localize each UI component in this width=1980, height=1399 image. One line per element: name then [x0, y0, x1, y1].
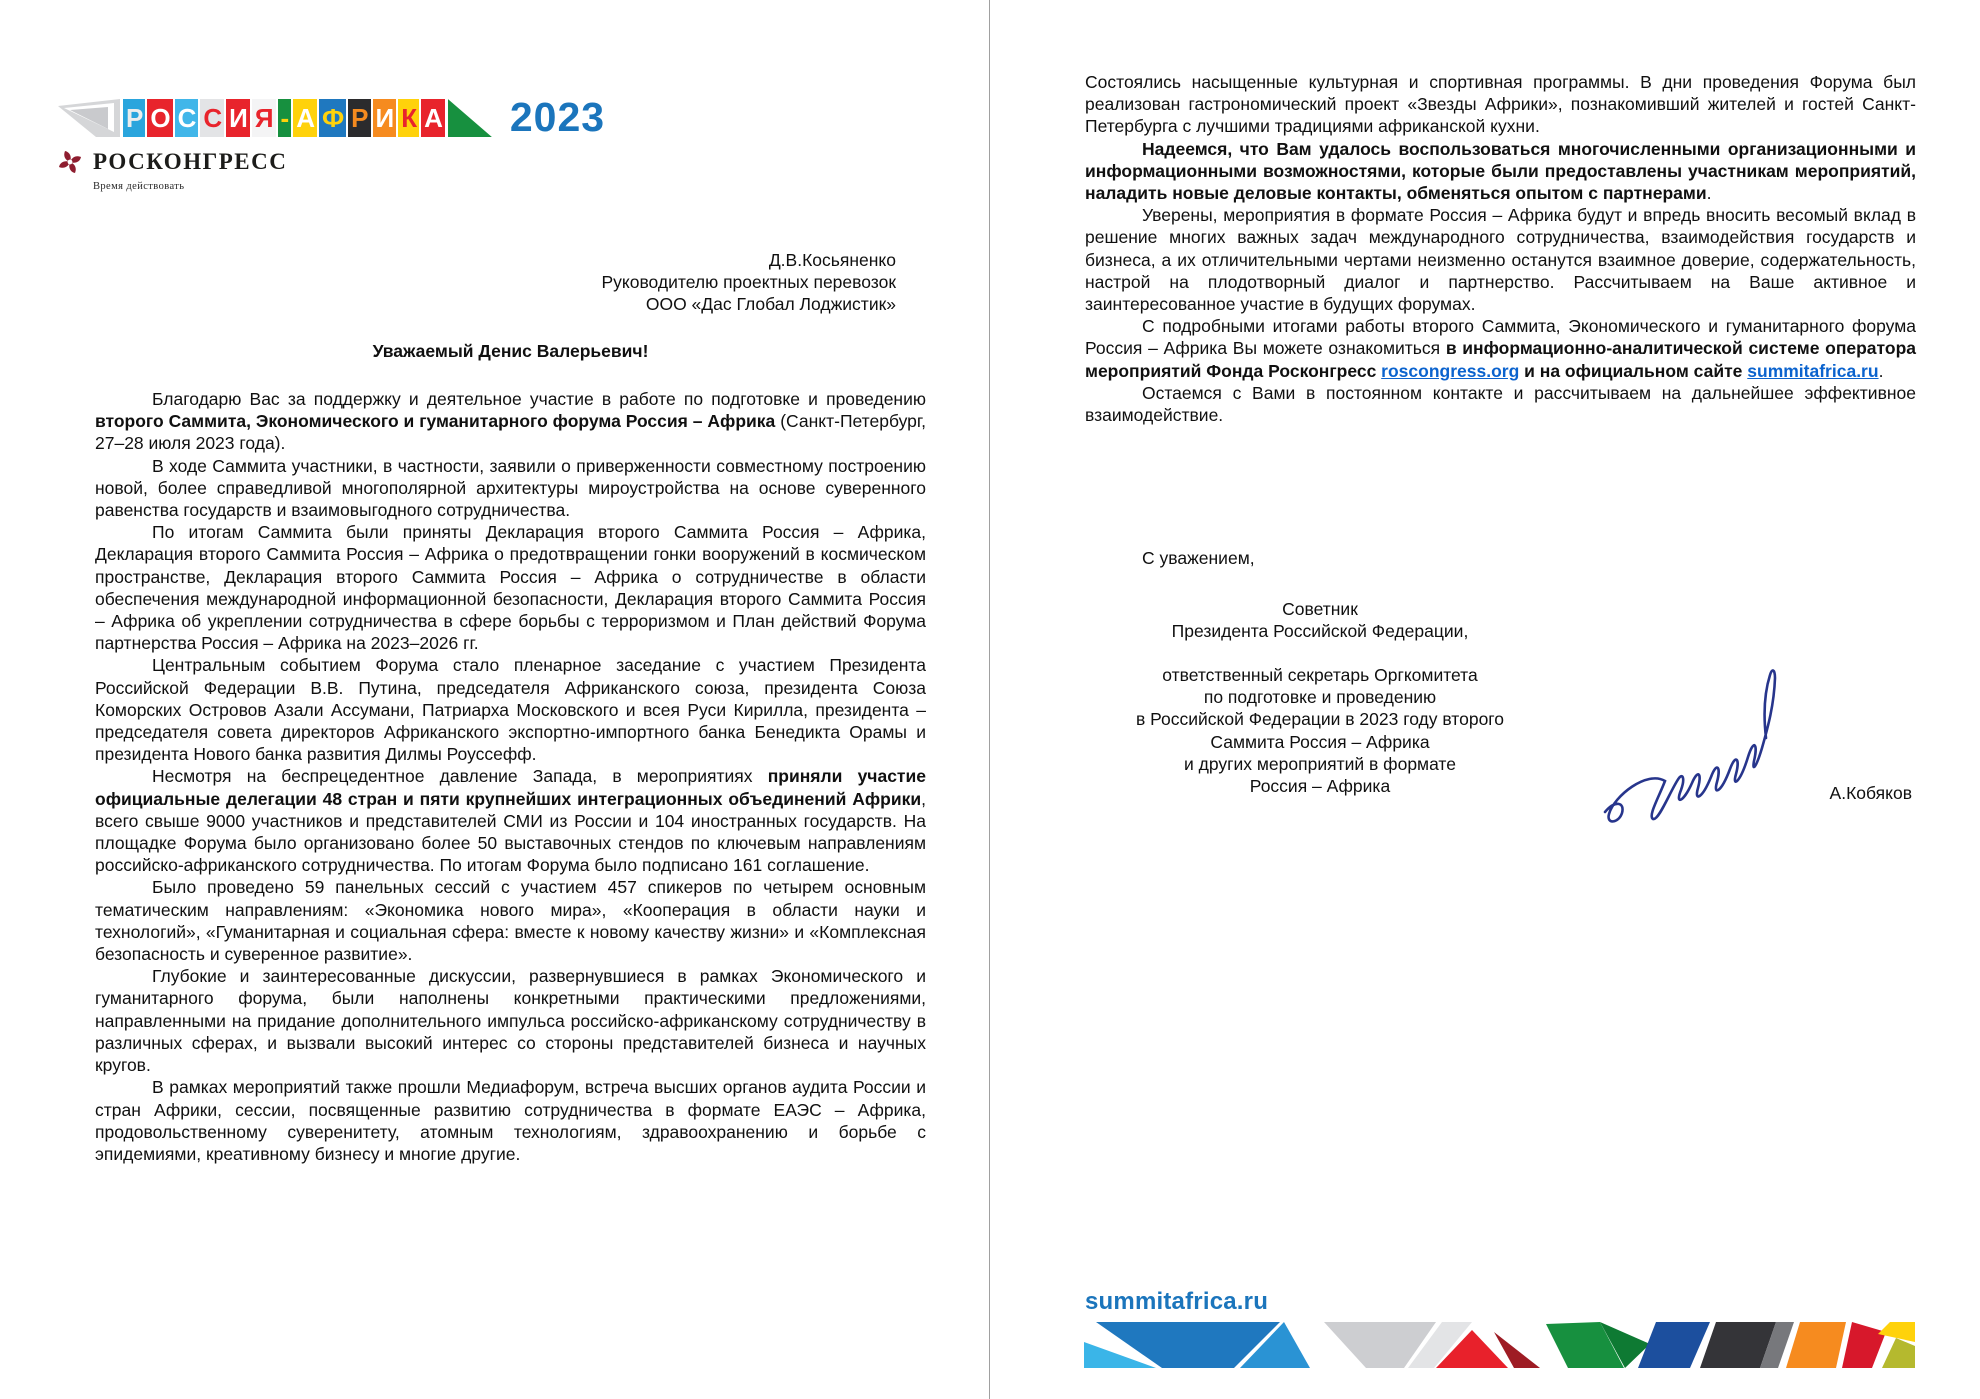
paragraph	[95, 388, 926, 455]
signer-name: А.Кобяков	[1829, 783, 1912, 803]
logo-year-2023: 2023	[509, 94, 606, 140]
text-segment: приняли участие официальные делегации 48 стран и пяти крупнейших интеграционных объединений Африки	[95, 766, 926, 809]
text-segment: По итогам Саммита были приняты Декларация второго Саммита Россия – Африка, Декларация второго Саммита Россия – Африка о предотвращении гонки вооружений в космическом пространстве, Декларация второго Саммита Россия – Африка о сотрудничестве в области обеспечения международной информационной безопасности, Декларация второго Саммита Россия – Африка об укреплении сотрудничества в сфере борьбы с терроризмом и План действий Форума партнерства Россия – Африка на 2023–2026 гг.	[95, 522, 926, 654]
logo-letter-tile: С	[200, 99, 224, 137]
text-segment: , всего свыше 9000 участников и представителей СМИ из России и 104 иностранных государств. На площадке Форума было организовано более 50 выставочных стендов по ключевым направлениям российско-африканского сотрудничества. По итогам Форума было подписано 161 соглашение.	[95, 788, 926, 876]
text-line: Руководителю проектных перевозок	[601, 272, 896, 293]
text-line: Д.В.Косьяненко	[768, 250, 896, 270]
logo-letter-tile: С	[175, 99, 199, 137]
text-segment: Было проведено 59 панельных сессий с участием 457 спикеров по четырем основным тематическим направлениям: «Экономика нового мира», «Кооперация в области науки и технологий», «Гуманитарная и социальная сфера: вместе к новому качеству жизни» и «Комплексная безопасность и суверенное развитие».	[95, 877, 926, 965]
roscongress-wordmark: РОСКОНГРЕСС	[93, 149, 288, 174]
pennant-icon	[58, 99, 120, 137]
text-segment: Остаемся с Вами в постоянном контакте и рассчитываем на дальнейшее эффективное взаимодействие.	[1085, 382, 1916, 426]
text-segment: Несмотря на беспрецедентное давление Запада, в мероприятиях	[152, 766, 768, 787]
logo-letter-tile: К	[398, 99, 419, 137]
paragraph	[1085, 382, 1916, 426]
logo-letter-tile: Р	[348, 99, 370, 137]
text-segment: второго Саммита, Экономического и гуманитарного форума Россия – Африка	[95, 411, 776, 432]
paragraph	[95, 765, 926, 876]
logo-letter-tile: Я	[252, 99, 276, 137]
africa-mosaic-banner	[1084, 1322, 1915, 1368]
text-segment: .	[1706, 183, 1712, 204]
paragraph	[95, 654, 926, 765]
signature-title-block-1	[1085, 598, 1555, 642]
paragraph	[95, 455, 926, 522]
text-segment: В ходе Саммита участники, в частности, заявили о приверженности совместному построению новой, более справедливой многополярной архитектуры мироустройства на основе суверенного равенства государств и взаимовыгодного сотрудничества.	[95, 455, 926, 521]
text-segment: Уверены, мероприятия в формате Россия – Африка будут и впредь вносить весомый вклад в решение многих важных задач международного сотрудничества, взаимодействия государств и бизнеса, а их отличительными чертами неизменно останутся взаимное доверие, содержательность, настрой на плодотворный диалог и партнерство. Рассчитываем на Ваше активное и заинтересованное участие в будущих форумах.	[1085, 205, 1916, 315]
paragraph	[1085, 204, 1916, 315]
letter-body-page-2	[1085, 71, 1916, 426]
paragraph	[95, 876, 926, 965]
closing-line: С уважением,	[1142, 548, 1255, 568]
logo-letter-tile: -	[278, 99, 292, 137]
roscongress-tagline: Время действовать	[93, 181, 185, 192]
text-line: в Российской Федерации в 2023 году второго	[1135, 709, 1505, 730]
text-line: Советник	[1282, 599, 1358, 619]
text-segment: С подробными итогами работы второго Саммита, Экономического и гуманитарного форума Россия – Африка Вы можете ознакомиться	[1085, 316, 1916, 359]
paragraph	[1085, 71, 1916, 138]
letter-body-page-1	[95, 388, 926, 1165]
paragraph	[95, 521, 926, 654]
handwritten-signature-icon	[1585, 650, 1800, 850]
text-segment: в информационно-аналитической системе оператора мероприятий Фонда Росконгресс	[1085, 338, 1916, 381]
logo-letter-tile: Ф	[319, 99, 346, 137]
text-line: ООО «Дас Глобал Лоджистик»	[645, 294, 896, 315]
logo-letter-tile: И	[226, 99, 250, 137]
roscongress-logo	[56, 148, 287, 176]
text-line: Саммита Россия – Африка	[1210, 731, 1430, 752]
text-segment: В рамках мероприятий также прошли Медиафорум, встреча высших органов аудита России и стран Африки, сессии, посвященные развитию сотрудничества в формате ЕАЭС – Африка, продовольственному суверенитету, атомным технологиям, здравоохранению и борьбе с эпидемиями, креативному бизнесу и многие другие.	[95, 1077, 926, 1164]
logo-letter-tiles	[123, 99, 447, 137]
logo-letter-tile: А	[293, 99, 317, 137]
paragraph	[95, 965, 926, 1076]
text-segment: Благодарю Вас за поддержку и деятельное участие в работе по подготовке и проведению	[152, 389, 926, 409]
text-line: по подготовке и проведению	[1203, 687, 1437, 708]
hyperlink-roscongress.org[interactable]: roscongress.org	[1381, 360, 1520, 381]
paragraph	[95, 1076, 926, 1165]
text-line: Россия – Африка	[1249, 776, 1391, 797]
logo-letter-tile: О	[147, 99, 172, 137]
letter-page-2	[990, 0, 1980, 1399]
logo-letter-tile: А	[421, 99, 445, 137]
russia-africa-logo	[58, 94, 606, 140]
roscongress-flower-icon	[56, 148, 84, 176]
logo-end-triangle-icon	[448, 99, 492, 137]
logo-letter-tile: И	[373, 99, 397, 137]
text-line: ответственный секретарь Оргкомитета	[1162, 665, 1478, 685]
text-line: и других мероприятий в формате	[1184, 753, 1456, 774]
paragraph	[1085, 138, 1916, 205]
logo-letter-tile: Р	[123, 99, 145, 137]
text-segment: .	[1878, 360, 1884, 381]
text-segment: Надеемся, что Вам удалось воспользоваться многочисленными организационными и информационными возможностями, которые были предоставлены участникам мероприятий, наладить новые деловые контакты, обменяться опытом с партнерами	[1085, 138, 1916, 204]
text-segment: Центральным событием Форума стало пленарное заседание с участием Президента Российской Федерации В.В. Путина, председателя Африканского союза, президента Союза Коморских Островов Азали Ассумани, Патриарха Московского и всея Руси Кирилла, президента – председателя совета директоров Африканского экспортно-импортного банка Бенедикта Орамы и президента Нового банка развития Дилмы Роуссефф.	[95, 655, 926, 765]
footer-website-url: summitafrica.ru	[1085, 1288, 1269, 1315]
signature-title-block-2	[1085, 664, 1555, 797]
text-segment: (Санкт-Петербург, 27–28 июля 2023 года).	[95, 411, 926, 454]
paragraph	[1085, 315, 1916, 382]
text-segment: и на официальном сайте	[1519, 360, 1748, 381]
text-segment: Глубокие и заинтересованные дискуссии, развернувшиеся в рамках Экономического и гуманитарного форума, были наполнены конкретными практическими предложениями, направленными на придание дополнительного импульса российско-африканскому сотрудничеству в различных сферах, и вызвали высокий интерес со стороны представителей бизнеса и научных кругов.	[95, 966, 926, 1076]
text-line: Президента Российской Федерации,	[1171, 621, 1469, 642]
text-segment: Состоялись насыщенные культурная и спортивная программы. В дни проведения Форума был реализован гастрономический проект «Звезды Африки», познакомивший жителей и гостей Санкт-Петербурга с лучшими традициями африканской кухни.	[1085, 72, 1916, 137]
hyperlink-summitafrica.ru[interactable]: summitafrica.ru	[1747, 360, 1879, 381]
recipient-address-block	[601, 249, 896, 316]
salutation: Уважаемый Денис Валерьевич!	[372, 341, 649, 361]
